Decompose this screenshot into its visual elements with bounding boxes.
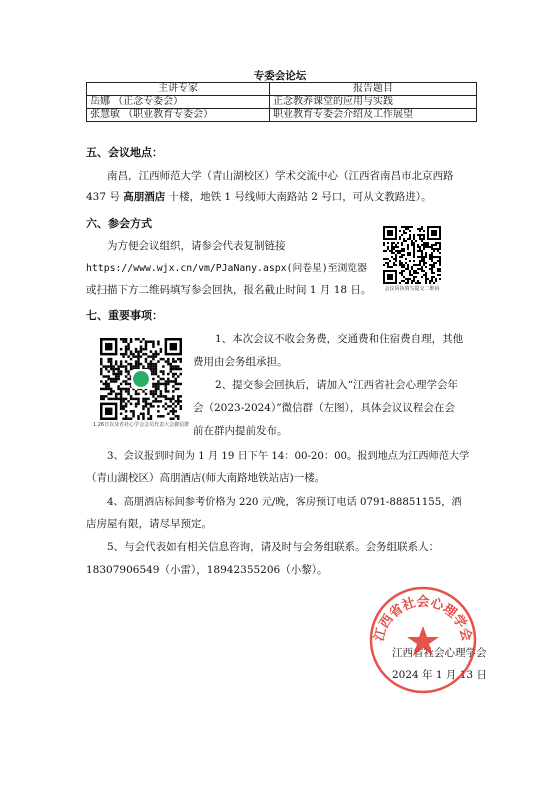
body-text: 4、高朋酒店标间参考价格为 220 元/晚，客房预订电话 0791-88851155，酒 xyxy=(107,497,462,508)
body-text: 会（2023-2024）”微信群（左图），具体会议议程会在会 xyxy=(193,402,455,414)
table-cell: 职业教育专委会介绍及工作展望 xyxy=(270,109,477,122)
body-text: 店房屋有限，请尽早预定。 xyxy=(86,518,212,530)
forum-table xyxy=(86,82,477,122)
text-run: 437 号 xyxy=(86,191,120,203)
text-run: 十楼，地铁 1 号线师大南路站 2 号口，可从文教路进）。 xyxy=(168,191,432,203)
table-header-cell: 主讲专家 xyxy=(87,83,270,96)
qr-code-icon xyxy=(100,338,182,420)
body-text: 18307906549（小雷），18942355206（小黎）。 xyxy=(86,564,328,576)
body-text: 1、本次会议不收会务费，交通费和住宿费自理，其他 xyxy=(215,333,464,345)
svg-text:江西省社会心理学会: 江西省社会心理学会 xyxy=(372,595,474,643)
official-seal xyxy=(367,584,479,696)
body-text: 或扫描下方二维码填写参会回执，报名截止时间 1 月 18 日。 xyxy=(86,284,372,296)
survey-link[interactable]: https://www.wjx.cn/vm/PJaNany.aspx(问卷星)至浏览器 xyxy=(86,263,367,274)
table-row xyxy=(87,96,477,109)
table-header-row xyxy=(87,83,477,96)
registration-qr-code[interactable] xyxy=(382,226,442,304)
body-text: 费用由会务组承担。 xyxy=(193,356,288,368)
body-text: 3、会议报到时间为 1 月 19 日下午 14：00-20：00。报到地点为江西师范大学 xyxy=(107,451,470,462)
wechat-group-qr-code[interactable] xyxy=(92,338,190,438)
table-row xyxy=(87,109,477,122)
signature-org: 江西省社会心理学会 xyxy=(392,647,487,659)
qr-caption: 1.26日以及省社心学会会员代表大会微信群 xyxy=(92,422,190,428)
body-text: （青山湖校区）高朋酒店(师大南路地铁站店)一楼。 xyxy=(86,472,326,484)
hotel-name: 高朋酒店 xyxy=(123,191,166,203)
body-text: 前在群内提前发布。 xyxy=(193,425,288,437)
body-text: 2、提交参会回执后，请加入“江西省社会心理学会年 xyxy=(215,379,459,391)
table-cell: 岳娜 （正念专委会） xyxy=(87,96,270,109)
section-heading: 五、会议地点： xyxy=(86,146,163,159)
signature-date: 2024 年 1 月 13 日 xyxy=(392,669,487,681)
table-cell: 正念教养课堂的应用与实践 xyxy=(270,96,477,109)
table-cell: 张慧敏 （职业教育专委会） xyxy=(87,109,270,122)
forum-title: 专委会论坛 xyxy=(253,70,307,82)
body-text: 南昌，江西师范大学（青山湖校区）学术交流中心（江西省南昌市北京西路 xyxy=(107,170,454,182)
section-heading: 六、参会方式 xyxy=(86,217,152,230)
body-text: 5、与会代表如有相关信息咨询，请及时与会务组联系。会务组联系人： xyxy=(107,541,440,553)
qr-code-icon xyxy=(383,226,441,284)
table-header-cell: 报告题目 xyxy=(270,83,477,96)
section-heading: 七、重要事项： xyxy=(86,309,163,322)
body-text: 为方便会议组织，请参会代表复制链接 xyxy=(107,240,286,252)
qr-caption: 会议回执填写提交二维码 xyxy=(384,286,440,292)
body-text xyxy=(86,189,432,204)
